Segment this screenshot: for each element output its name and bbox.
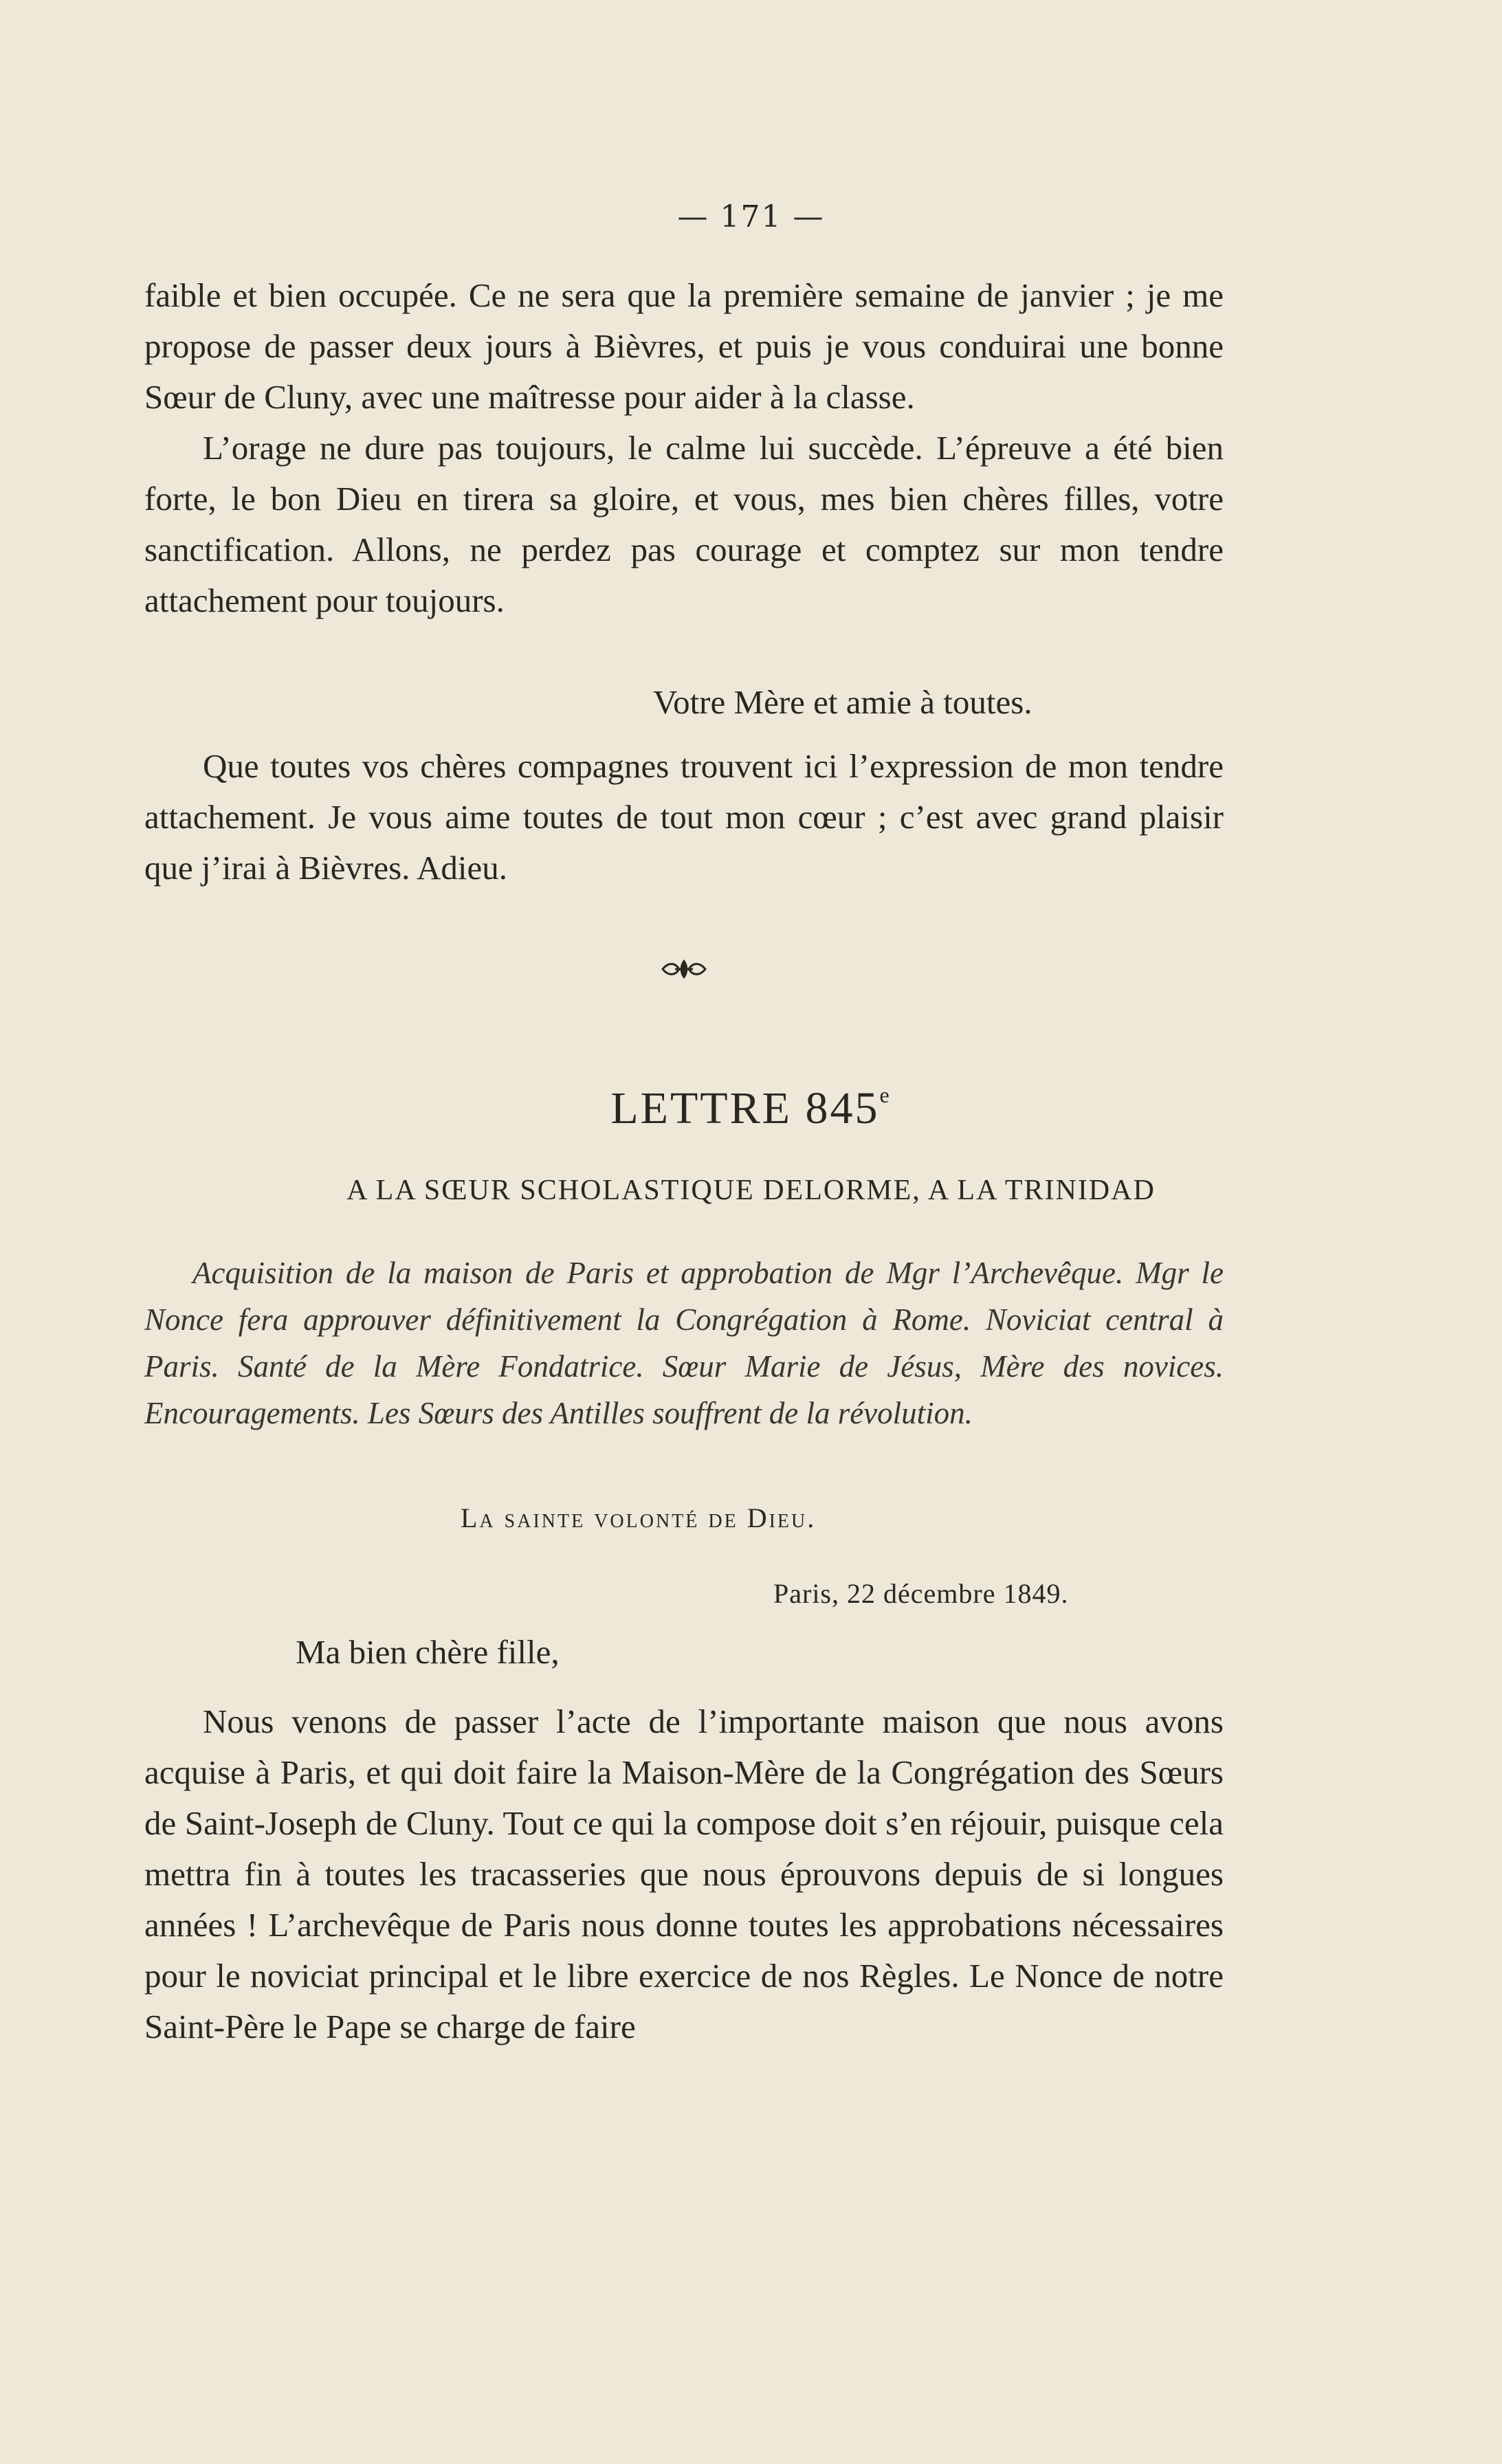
letter-title-text: LETTRE 845 bbox=[610, 1083, 880, 1133]
letter-title bbox=[0, 1083, 1502, 1135]
letter-summary: Acquisition de la maison de Paris et approbation de Mgr l’Archevêque. Mgr le Nonce fera approuver définitivement la Congrégation à Rome. Noviciat central à Paris. Santé de la Mère Fondatrice. Sœur Marie de Jésus, Mère des novices. Encouragements. Les Sœurs des Antilles souffrent de la révolution. bbox=[144, 1256, 1224, 1430]
salutation: Ma bien chère fille, bbox=[296, 1633, 560, 1671]
paragraph: Nous venons de passer l’acte de l’importante maison que nous avons acquise à Paris, et qui doit faire la Maison-Mère de la Congrégation des Sœurs de Saint-Joseph de Cluny. Tout ce qui la compose doit s’en réjouir, puisque cela mettra fin à toutes les tracasseries que nous éprouvons depuis de si longues années ! L’archevêque de Paris nous donne toutes les approbations nécessaires pour le noviciat principal et le libre exercice de nos Règles. Le Nonce de notre Saint-Père le Pape se charge de faire bbox=[144, 1702, 1224, 2045]
paragraph: Que toutes vos chères compagnes trouvent ici l’expression de mon tendre attachement. Je vous aime toutes de tout mon cœur ; c’est avec grand plaisir que j’irai à Bièvres. Adieu. bbox=[144, 747, 1224, 887]
paragraph: L’orage ne dure pas toujours, le calme lui succède. L’épreuve a été bien forte, le bon Dieu en tirera sa gloire, et vous, mes bien chères filles, votre sanctification. Allons, ne perdez pas courage et comptez sur mon tendre attachement pour toujours. bbox=[144, 429, 1224, 619]
fleuron-ornament-icon bbox=[660, 955, 708, 983]
letter-title-superscript: e bbox=[879, 1083, 892, 1107]
letter-recipient: A LA SŒUR SCHOLASTIQUE DELORME, A LA TRINIDAD bbox=[346, 1175, 1156, 1206]
dateline: Paris, 22 décembre 1849. bbox=[773, 1578, 1069, 1609]
signature: Votre Mère et amie à toutes. bbox=[653, 683, 1032, 721]
letter-body bbox=[144, 1696, 1224, 2052]
letter-continued-body bbox=[144, 270, 1224, 626]
paragraph: faible et bien occupée. Ce ne sera que la première semaine de janvier ; je me propose de passer deux jours à Bièvres, et puis je vous conduirai une bonne Sœur de Cluny, avec une maîtresse pour aider à la classe. bbox=[144, 276, 1224, 416]
page-number: — 171 — bbox=[677, 199, 825, 234]
postscript bbox=[144, 741, 1224, 894]
motto: La sainte volonté de Dieu. bbox=[461, 1502, 817, 1533]
